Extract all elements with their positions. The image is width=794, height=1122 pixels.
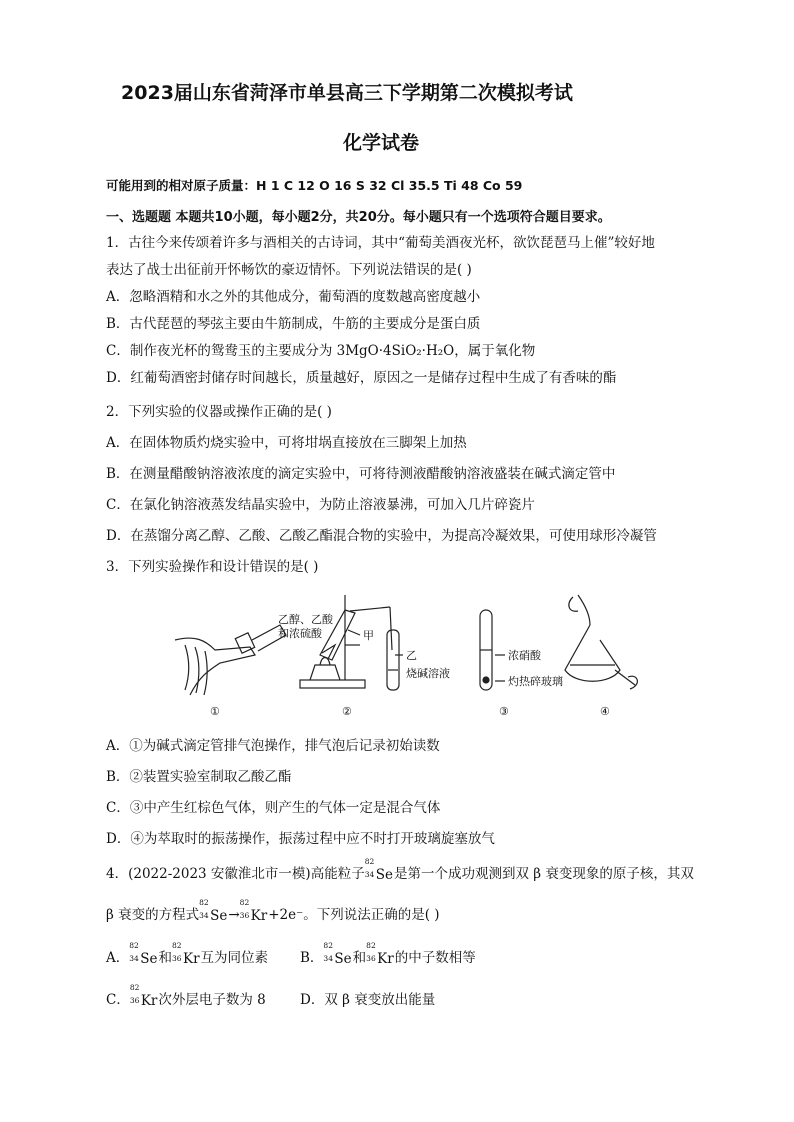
q2-stem: 2．下列实验的仪器或操作正确的是( ) — [106, 404, 332, 420]
q2-option-c: C．在氯化钠溶液蒸发结晶实验中，为防止溶液暴沸，可加入几片碎瓷片 — [106, 497, 535, 513]
fig-label-jia: 甲 — [363, 629, 374, 642]
fig-label-yi: 乙 — [406, 649, 417, 662]
q4-option-b: B． 82 34 Se和 82 36 Kr的中子数相等 — [300, 940, 476, 967]
q2-option-d: D．在蒸馏分离乙醇、乙酸、乙酸乙酯混合物的实验中，为提高冷凝效果，可使用球形冷凝管 — [106, 528, 657, 544]
q3-option-a: A．①为碱式滴定管排气泡操作，排气泡后记录初始读数 — [106, 738, 440, 754]
fig-label-reagents-2: 和浓硫酸 — [278, 627, 322, 640]
exam-title: 2023届山东省菏泽市单县高三下学期第二次模拟考试 — [121, 82, 573, 104]
reaction-arrow: → — [228, 907, 240, 923]
fig-number-3: ③ — [499, 705, 509, 718]
q3-stem: 3．下列实验操作和设计错误的是( ) — [106, 559, 319, 575]
nuclide-se: 82 34 Se — [129, 940, 158, 967]
q4-stem-line1 — [106, 856, 694, 883]
fig-label-reagents-1: 乙醇、乙酸 — [278, 613, 333, 626]
q3-option-d: D．④为萃取时的振荡操作，振荡过程中应不时打开玻璃旋塞放气 — [106, 831, 495, 847]
q4-stem-text-a: 4．(2022-2023 安徽淮北市一模)高能粒子 — [106, 866, 365, 882]
nuclide-kr: 82 36 Kr — [366, 940, 394, 967]
q1-option-d: D．红葡萄酒密封储存时间越长，质量越好，原因之一是储存过程中生成了有香味的酯 — [106, 370, 617, 386]
q3-apparatus-figure — [160, 585, 650, 720]
q3-option-c: C．③中产生红棕色气体，则产生的气体一定是混合气体 — [106, 800, 441, 816]
ester-apparatus-icon — [300, 595, 403, 690]
q4-option-d: D．双 β 衰变放出能量 — [300, 992, 436, 1008]
test-tube-icon — [480, 610, 505, 690]
q1-option-b: B．古代琵琶的琴弦主要由牛筋制成，牛筋的主要成分是蛋白质 — [106, 316, 481, 332]
separatory-funnel-icon — [565, 595, 637, 689]
exam-subtitle: 化学试卷 — [342, 132, 419, 154]
fig-number-4: ④ — [600, 705, 610, 718]
q1-option-c: C．制作夜光杯的鸳鸯玉的主要成分为 3MgO·4SiO₂·H₂O，属于氧化物 — [106, 343, 536, 359]
q2-option-a: A．在固体物质灼烧实验中，可将坩埚直接放在三脚架上加热 — [106, 435, 467, 451]
fig-label-naoh: 烧碱溶液 — [406, 667, 450, 680]
q4-stem-text-c: +2e⁻。下列说法正确的是( ) — [268, 907, 440, 923]
q1-stem-line1: 1．古往今来传颂着许多与酒相关的古诗词，其中“葡萄美酒夜光杯，欲饮琵琶马上催”较好地 — [106, 235, 655, 251]
nuclide-se: 82 34 Se — [323, 940, 352, 967]
q4-stem-text-b: 是第一个成功观测到双 β 衰变现象的原子核，其双 — [393, 866, 694, 882]
nuclide-kr: 82 36 Kr — [239, 897, 268, 924]
fig-number-1: ① — [210, 705, 220, 718]
nuclide-se: 82 34 Se — [364, 856, 393, 883]
q4-option-a: A． 82 34 Se和 82 36 Kr互为同位素 — [106, 940, 269, 967]
q1-option-a: A．忽略酒精和水之外的其他成分，葡萄酒的度数越高密度越小 — [106, 289, 481, 305]
q4-option-c: C． 82 36 Kr次外层电子数为 8 — [106, 982, 266, 1009]
fig-label-hno3: 浓硝酸 — [508, 649, 541, 662]
burette-icon — [175, 625, 286, 695]
section-heading: 一、选题题 本题共10小题，每小题2分，共20分。每小题只有一个选项符合题目要求。 — [106, 210, 611, 225]
nuclide-kr: 82 36 Kr — [129, 982, 158, 1009]
q2-option-b: B．在测量醋酸钠溶液浓度的滴定实验中，可将待测液醋酸钠溶液盛装在碱式滴定管中 — [106, 466, 616, 482]
q1-stem-line2: 表达了战士出征前开怀畅饮的豪迈情怀。下列说法错误的是( ) — [106, 262, 472, 278]
atomic-masses: 可能用到的相对原子质量：H 1 C 12 O 16 S 32 Cl 35.5 Ti 48 Co 59 — [106, 178, 523, 193]
q4-equation-label: β 衰变的方程式 — [106, 907, 200, 923]
nuclide-kr: 82 36 Kr — [172, 940, 200, 967]
q4-stem-line2 — [106, 897, 440, 924]
q3-option-b: B．②装置实验室制取乙酸乙酯 — [106, 769, 292, 785]
fig-label-glass: 灼热碎玻璃 — [508, 675, 563, 688]
fig-number-2: ② — [342, 705, 352, 718]
nuclide-se: 82 34 Se — [199, 897, 228, 924]
